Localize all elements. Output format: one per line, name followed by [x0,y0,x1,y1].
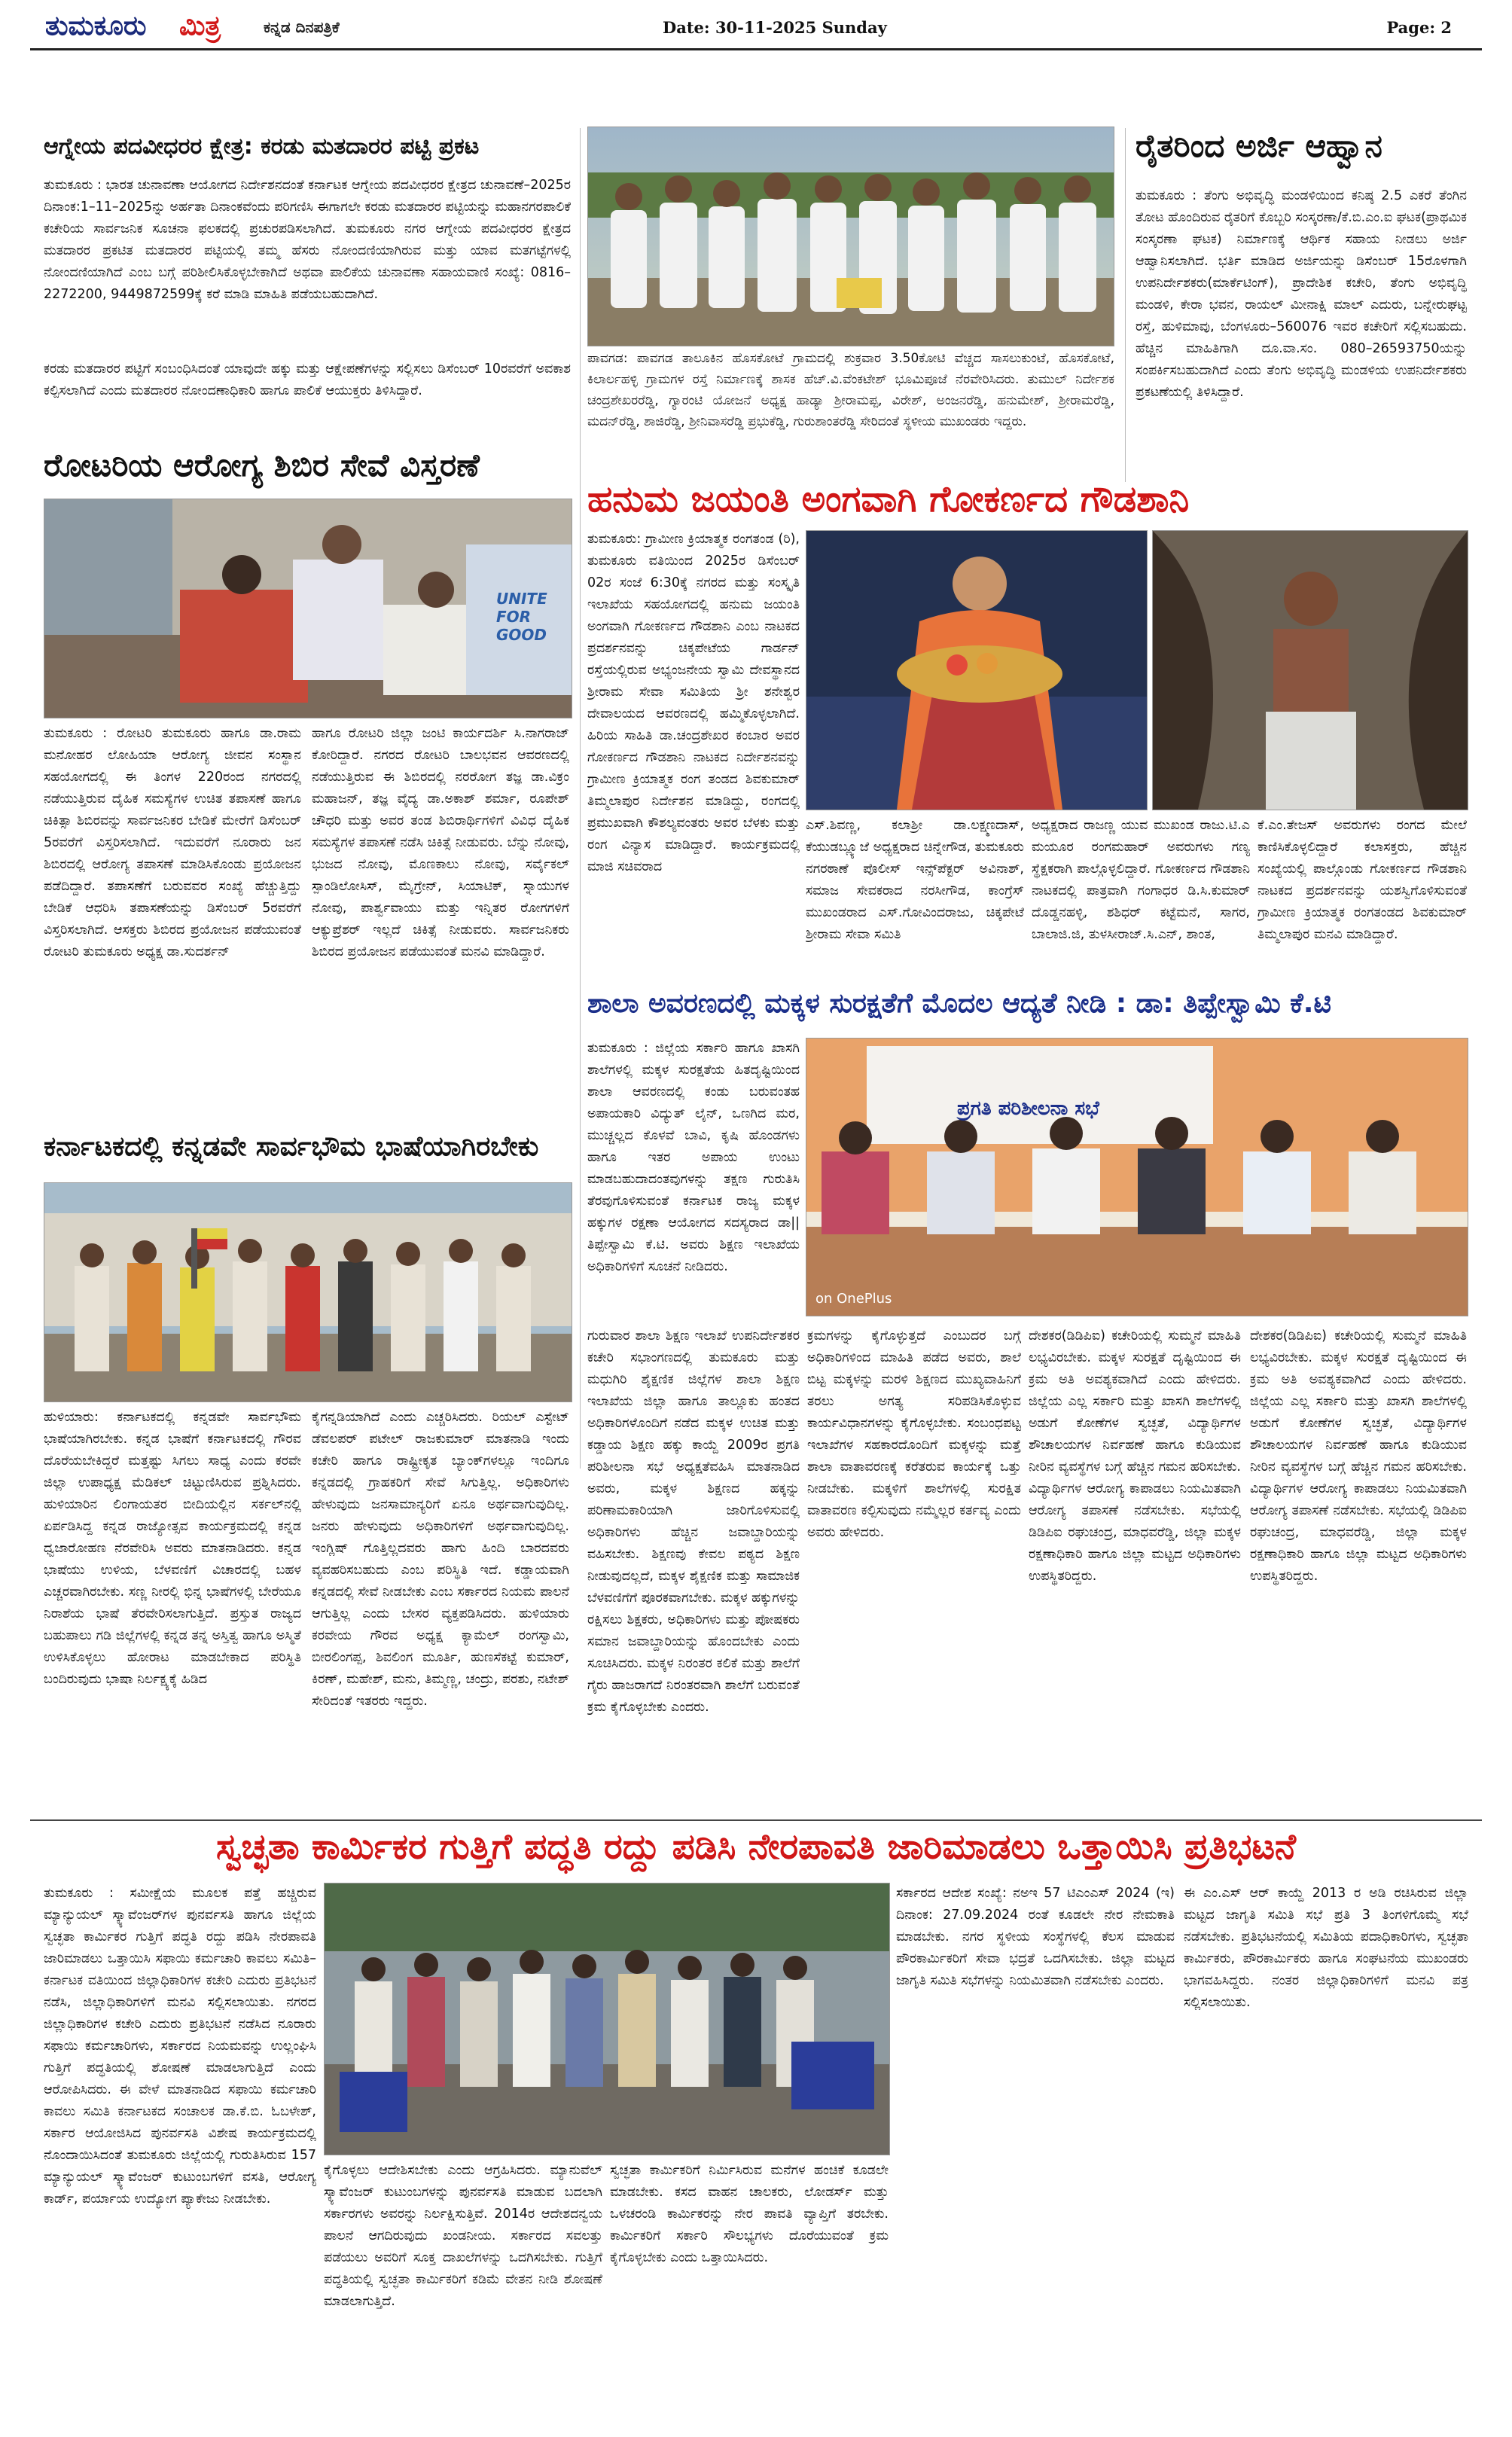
article7-body-col2: ಕ್ರಮಗಳನ್ನು ಕೈಗೊಳ್ಳುತ್ತದೆ ಎಂಬುದರ ಬಗ್ಗೆ ಅಧಿಕಾರಿಗಳಿಂದ ಮಾಹಿತಿ ಪಡೆದ ಅವರು, ಶಾಲೆ ಬಿಟ್ಟ ಮಕ್ಕಳನ್ನು ಮರಳಿ ಶಿಕ್ಷಣದ ಮುಖ್ಯವಾಹಿನಿಗೆ ತರಲು ಅಗತ್ಯ ಸರಿಪಡಿಸಿಕೊಳ್ಳುವ ಕಾರ್ಯವಿಧಾನಗಳನ್ನು ಕೈಗೊಳ್ಳಬೇಕು. ಸಂಬಂಧಪಟ್ಟ ಇಲಾಖೆಗಳ ಸಹಕಾರದೊಂದಿಗೆ ಮಕ್ಕಳನ್ನು ಮತ್ತೆ ಶಾಲಾ ವಾತಾವರಣಕ್ಕೆ ಕರೆತರುವ ಕಾರ್ಯಕ್ಕೆ ಒತ್ತು ನೀಡಬೇಕು. ಮಕ್ಕಳಿಗೆ ಶಾಲೆಗಳಲ್ಲಿ ಸುರಕ್ಷಿತ ವಾತಾವರಣ ಕಲ್ಪಿಸುವುದು ನಮ್ಮೆಲ್ಲರ ಕರ್ತವ್ಯ ಎಂದು ಅವರು ಹೇಳಿದರು. [807,1328,1021,1540]
article8-photo-protest [324,1883,890,2155]
article7-photo-banner-text: ಪ್ರಗತಿ ಪರಿಶೀಲನಾ ಸಭೆ [957,1097,1099,1120]
article1-body-p2: ಕರಡು ಮತದಾರರ ಪಟ್ಟಿಗೆ ಸಂಬಂಧಿಸಿದಂತೆ ಯಾವುದೇ ಹಕ್ಕು ಮತ್ತು ಆಕ್ಷೇಪಣೆಗಳನ್ನು ಸಲ್ಲಿಸಲು ಡಿಸೆಂಬರ್ 10ರವರೆಗೆ ಅವಕಾಶ ಕಲ್ಪಿಸಲಾಗಿದೆ ಎಂದು ಮತದಾರರ ನೋಂದಣಾಧಿಕಾರಿ ಹಾಗೂ ಪಾಲಿಕೆ ಆಯುಕ್ತರು ತಿಳಿಸಿದ್ದಾರೆ. [44,361,571,398]
article4-photo-health-camp [44,499,572,718]
article5-body-col-c: ಕೆ.ಎಂ.ತೇಜಸ್ ಅವರುಗಳು ರಂಗದ ಮೇಲೆ ಕಾಣಿಸಿಕೊಳ್ಳಲಿದ್ದಾರೆ ಕಲಾಸಕ್ತರು, ಹೆಚ್ಚಿನ ಸಂಖ್ಯೆಯಲ್ಲಿ ಪಾಲ್ಗೊಂಡು ಗೋಕರ್ಣದ ಗೌಡಶಾನಿ ನಾಟಕದ ಪ್ರದರ್ಶನವನ್ನು ಯಶಸ್ವಿಗೊಳಿಸುವಂತೆ ಗ್ರಾಮೀಣ ಕ್ರಿಯಾತ್ಮಕ ರಂಗತಂಡದ ಶಿವಕುಮಾರ್ ತಿಮ್ಮಲಾಪುರ ಮನವಿ ಮಾಡಿದ್ದಾರೆ. [1257,818,1467,942]
article6-body-col2: ಕೈಗನ್ನಡಿಯಾಗಿದೆ ಎಂದು ಎಚ್ಚರಿಸಿದರು. ರಿಯಲ್ ಎಸ್ಟೇಟ್ ಡೆವಲಪರ್ ಪಟೇಲ್ ರಾಜಕುಮಾರ್ ಮಾತನಾಡಿ ಇಂದು ಕಚೇರಿ ಹಾಗೂ ರಾಷ್ಟ್ರೀಕೃತ ಬ್ಯಾಂಕ್‌ಗಳಲ್ಲೂ ಇಂದಿಗೂ ಕನ್ನಡದಲ್ಲಿ ಗ್ರಾಹಕರಿಗೆ ಸೇವೆ ಸಿಗುತ್ತಿಲ್ಲ. ಅಧಿಕಾರಿಗಳು ಹೇಳುವುದು ಜನಸಾಮಾನ್ಯರಿಗೆ ಏನೂ ಅರ್ಥವಾಗುವುದಿಲ್ಲ. ಜನರು ಹೇಳುವುದು ಅಧಿಕಾರಿಗಳಿಗೆ ಅರ್ಥವಾಗುವುದಿಲ್ಲ. ಇಂಗ್ಲಿಷ್ ಗೊತ್ತಿಲ್ಲದವರು ಹಾಗು ಹಿಂದಿ ಬಾರದವರು ವ್ಯವಹರಿಸಬಹುದು ಎಂಬ ಪರಿಸ್ಥಿತಿ ಇದೆ. ಕಡ್ಡಾಯವಾಗಿ ಕನ್ನಡದಲ್ಲಿ ಸೇವೆ ನೀಡಬೇಕು ಎಂಬ ಸರ್ಕಾರದ ನಿಯಮ ಪಾಲನೆ ಆಗುತ್ತಿಲ್ಲ ಎಂದು ಬೇಸರ ವ್ಯಕ್ತಪಡಿಸಿದರು. ಹುಳಿಯಾರು ಕರವೇಯ ಗೌರವ ಅಧ್ಯಕ್ಷ ಕ್ಯಾಮೆಲ್ ರಂಗಸ್ವಾಮಿ, ಬೀರಲಿಂಗಪ್ಪ, ಶಿವಲಿಂಗ ಮೂರ್ತಿ, ಹುಣಸೆಕಟ್ಟೆ ಕುಮಾರ್, ಕಿರಣ್, ಮಹೇಶ್, ಮನು, ತಿಮ್ಮಣ್ಣ, ಚಂದ್ರು, ಪರಶು, ನಟೇಶ್ ಸೇರಿದಂತೆ ಇತರರು ಇದ್ದರು. [312,1410,569,1709]
article6-photo-illustration [44,1183,572,1402]
article5-body-col-b: ಅಧ್ಯಕ್ಷರಾದ ರಾಜಣ್ಣ ಯುವ ಮುಖಂಡ ರಾಜು.ಟಿ.ಎ ಮಯೂರ ರಂಗಮಹಾರ್ ಅವರುಗಳು ಗಣ್ಯ ಸ್ಥೆಕ್ಷಕರಾಗಿ ಪಾಲ್ಗೊಳ್ಳಲಿದ್ದಾರೆ. ಗೋಕರ್ಣದ ಗೌಡಶಾನಿ ನಾಟಕದಲ್ಲಿ ಪಾತ್ರವಾಗಿ ಗಂಗಾಧರ ಡಿ.ಸಿ.ಕುಮಾರ್ ದೊಡ್ಡನಹಳ್ಳಿ, ಶಶಿಧರ್ ಕಟ್ಟೆಮನೆ, ಸಾಗರ, ಬಾಲಾಜಿ.ಜಿ, ತುಳಸೀರಾಜ್.ಸಿ.ಎನ್, ಶಾಂತ, [1032,818,1250,942]
article5-body-left: ತುಮಕೂರು: ಗ್ರಾಮೀಣ ಕ್ರಿಯಾತ್ಮಕ ರಂಗತಂಡ (ರಿ), ತುಮಕೂರು ವತಿಯಿಂದ 2025ರ ಡಿಸೆಂಬರ್ 02ರ ಸಂಜೆ 6:30ಕ್ಕೆ ನಗರದ ಮತ್ತು ಸಂಸ್ಕೃತಿ ಇಲಾಖೆಯ ಸಹಯೋಗದಲ್ಲಿ ಹನುಮ ಜಯಂತಿ ಅಂಗವಾಗಿ ಗೋಕರ್ಣದ ಗೌಡಶಾನಿ ಎಂಬ ನಾಟಕದ ಪ್ರದರ್ಶನವನ್ನು ಚಿಕ್ಕಪೇಟೆಯ ಗಾರ್ಡನ್ ರಸ್ತೆಯಲ್ಲಿರುವ ಅಭ್ಯಂಜನೇಯ ಸ್ವಾಮಿ ದೇವಸ್ಥಾನದ ಶ್ರೀರಾಮ ಸೇವಾ ಸಮಿತಿಯ ಶ್ರೀ ಶನೇಶ್ವರ ದೇವಾಲಯದ ಆವರಣದಲ್ಲಿ ಹಮ್ಮಿಕೊಳ್ಳಲಾಗಿದೆ. ಹಿರಿಯ ಸಾಹಿತಿ ಡಾ.ಚಂದ್ರಶೇಖರ ಕಂಬಾರ ಅವರ ಗೋಕರ್ಣದ ಗೌಡಶಾನಿ ನಾಟಕದ ನಿರ್ದೇಶನವನ್ನು ಗ್ರಾಮೀಣ ಕ್ರಿಯಾತ್ಮಕ ರಂಗ ತಂಡದ ಶಿವಕುಮಾರ್ ತಿಮ್ಮಲಾಪುರ ನಿರ್ದೇಶನ ಮಾಡಿದ್ದು, ರಂಗದಲ್ಲಿ ಪ್ರಮುಖವಾಗಿ ಕೌಶಲ್ಯವಂತರು ಅವರ ಬೆಳಕು ಮತ್ತು ರಂಗ ವಿನ್ಯಾಸ ಮಾಡಿದ್ದಾರೆ. ಕಾರ್ಯಕ್ರಮದಲ್ಲಿ ಮಾಜಿ ಸಚಿವರಾದ [587,532,800,874]
article8-body-col2: ಕೈಗೊಳ್ಳಲು ಆದೇಶಿಸಬೇಕು ಎಂದು ಆಗ್ರಹಿಸಿದರು. ಮ್ಯಾನುವೆಲ್ ಸ್ಕ್ಯಾವೆಂಜರ್ ಕುಟುಂಬಗಳನ್ನು ಪುನರ್ವಸತಿ ಮಾಡುವ ಬದಲಾಗಿ ಸರ್ಕಾರಗಳು ಅವರನ್ನು ನಿರ್ಲಕ್ಷಿಸುತ್ತಿವೆ. 2014ರ ಆದೇಶದನ್ವಯ ಪಾಲನೆ ಆಗದಿರುವುದು ಖಂಡನೀಯ. ಸರ್ಕಾರದ ಸವಲತ್ತು ಪಡೆಯಲು ಅವರಿಗೆ ಸೂಕ್ತ ದಾಖಲೆಗಳನ್ನು ಒದಗಿಸಬೇಕು. ಗುತ್ತಿಗೆ ಪದ್ಧತಿಯಲ್ಲಿ ಸ್ವಚ್ಛತಾ ಕಾರ್ಮಿಕರಿಗೆ ಕಡಿಮೆ ವೇತನ ನೀಡಿ ಶೋಷಣೆ ಮಾಡಲಾಗುತ್ತಿದೆ. [324,2163,602,2309]
article1-headline: ಆಗ್ನೇಯ ಪದವೀಧರರ ಕ್ಷೇತ್ರ: ಕರಡು ಮತದಾರರ ಪಟ್ಟಿ ಪ್ರಕಟ [44,133,480,160]
article2-photo-illustration [588,127,1114,346]
masthead-date: Date: 30-11-2025 Sunday [663,18,887,37]
article4-photo-banner-text: UNITE FOR GOOD [496,590,547,644]
divider [580,482,581,1469]
article7-body-col3-tail: ದೇಶಕರ(ಡಿಡಿಪಿಐ) ಕಚೇರಿಯಲ್ಲಿ ಸುಮ್ಮನೆ ಮಾಹಿತಿ ಲಭ್ಯವಿರಬೇಕು. ಮಕ್ಕಳ ಸುರಕ್ಷತೆ ದೃಷ್ಟಿಯಿಂದ ಈ ಕ್ರಮ ಅತಿ ಅವಶ್ಯಕವಾಗಿದೆ ಎಂದು ಹೇಳಿದರು. ಜಿಲ್ಲೆಯ ಎಲ್ಲ ಸರ್ಕಾರಿ ಮತ್ತು ಖಾಸಗಿ ಶಾಲೆಗಳಲ್ಲಿ ಅಡುಗೆ ಕೋಣೆಗಳ ಸ್ವಚ್ಛತೆ, ವಿದ್ಯಾರ್ಥಿಗಳ ಶೌಚಾಲಯಗಳ ನಿರ್ವಹಣೆ ಹಾಗೂ ಕುಡಿಯುವ ನೀರಿನ ವ್ಯವಸ್ಥೆಗಳ ಬಗ್ಗೆ ಹೆಚ್ಚಿನ ಗಮನ ಹರಿಸಬೇಕು. ವಿದ್ಯಾರ್ಥಿಗಳ ಆರೋಗ್ಯ ಕಾಪಾಡಲು ನಿಯಮಿತವಾಗಿ ಆರೋಗ್ಯ ತಪಾಸಣೆ ನಡೆಸಬೇಕು. ಸಭೆಯಲ್ಲಿ ಡಿಡಿಪಿಐ ರಘುಚಂದ್ರ, ಮಾಧವರೆಡ್ಡಿ, ಜಿಲ್ಲಾ ಮಕ್ಕಳ ರಕ್ಷಣಾಧಿಕಾರಿ ಹಾಗೂ ಜಿಲ್ಲಾ ಮಟ್ಟದ ಅಧಿಕಾರಿಗಳು ಉಪಸ್ಥಿತರಿದ್ದರು. [1250,1328,1467,1584]
masthead-logo-tumakuru: ತುಮಕೂರು [45,11,147,41]
article4-headline: ರೋಟರಿಯ ಆರೋಗ್ಯ ಶಿಬಿರ ಸೇವೆ ವಿಸ್ತರಣೆ [44,447,480,483]
article7-body-col1: ಗುರುವಾರ ಶಾಲಾ ಶಿಕ್ಷಣ ಇಲಾಖೆ ಉಪನಿರ್ದೇಶಕರ ಕಚೇರಿ ಸಭಾಂಗಣದಲ್ಲಿ ತುಮಕೂರು ಮತ್ತು ಮಧುಗಿರಿ ಶೈಕ್ಷಣಿಕ ಜಿಲ್ಲೆಗಳ ಶಾಲಾ ಶಿಕ್ಷಣ ಇಲಾಖೆಯ ಜಿಲ್ಲಾ ಹಾಗೂ ತಾಲ್ಲೂಕು ಹಂತದ ಅಧಿಕಾರಿಗಳೊಂದಿಗೆ ನಡೆದ ಮಕ್ಕಳ ಉಚಿತ ಮತ್ತು ಕಡ್ಡಾಯ ಶಿಕ್ಷಣ ಹಕ್ಕು ಕಾಯ್ದೆ 2009ರ ಪ್ರಗತಿ ಪರಿಶೀಲನಾ ಸಭೆ ಅಧ್ಯಕ್ಷತೆವಹಿಸಿ ಮಾತನಾಡಿದ ಅವರು, ಮಕ್ಕಳ ಶಿಕ್ಷಣದ ಹಕ್ಕನ್ನು ಪರಿಣಾಮಕಾರಿಯಾಗಿ ಜಾರಿಗೊಳಿಸುವಲ್ಲಿ ಅಧಿಕಾರಿಗಳು ಹೆಚ್ಚಿನ ಜವಾಬ್ದಾರಿಯನ್ನು ವಹಿಸಬೇಕು. ಶಿಕ್ಷಣವು ಕೇವಲ ಪಠ್ಯದ ಶಿಕ್ಷಣ ನೀಡುವುದಲ್ಲದೆ, ಮಕ್ಕಳ ಶೈಕ್ಷಣಿಕ ಮತ್ತು ಸಾಮಾಜಿಕ ಬೆಳವಣಿಗೆಗೆ ಪೂರಕವಾಗಬೇಕು. ಮಕ್ಕಳ ಹಕ್ಕುಗಳನ್ನು ರಕ್ಷಿಸಲು ಶಿಕ್ಷಕರು, ಅಧಿಕಾರಿಗಳು ಮತ್ತು ಪೋಷಕರು ಸಮಾನ ಜವಾಬ್ದಾರಿಯನ್ನು ಹೊಂದಬೇಕು ಎಂದು ಸೂಚಿಸಿದರು. ಮಕ್ಕಳ ನಿರಂತರ ಕಲಿಕೆ ಮತ್ತು ಶಾಲೆಗೆ ಗೈರು ಹಾಜರಾಗದೆ ನಿರಂತರವಾಗಿ ಶಾಲೆಗೆ ಬರುವಂತೆ ಕ್ರಮ ಕೈಗೊಳ್ಳಬೇಕು ಎಂದರು. [587,1328,800,1715]
article7-body-col3: ದೇಶಕರ(ಡಿಡಿಪಿಐ) ಕಚೇರಿಯಲ್ಲಿ ಸುಮ್ಮನೆ ಮಾಹಿತಿ ಲಭ್ಯವಿರಬೇಕು. ಮಕ್ಕಳ ಸುರಕ್ಷತೆ ದೃಷ್ಟಿಯಿಂದ ಈ ಕ್ರಮ ಅತಿ ಅವಶ್ಯಕವಾಗಿದೆ ಎಂದು ಹೇಳಿದರು. ಜಿಲ್ಲೆಯ ಎಲ್ಲ ಸರ್ಕಾರಿ ಮತ್ತು ಖಾಸಗಿ ಶಾಲೆಗಳಲ್ಲಿ ಅಡುಗೆ ಕೋಣೆಗಳ ಸ್ವಚ್ಛತೆ, ವಿದ್ಯಾರ್ಥಿಗಳ ಶೌಚಾಲಯಗಳ ನಿರ್ವಹಣೆ ಹಾಗೂ ಕುಡಿಯುವ ನೀರಿನ ವ್ಯವಸ್ಥೆಗಳ ಬಗ್ಗೆ ಹೆಚ್ಚಿನ ಗಮನ ಹರಿಸಬೇಕು. ವಿದ್ಯಾರ್ಥಿಗಳ ಆರೋಗ್ಯ ಕಾಪಾಡಲು ನಿಯಮಿತವಾಗಿ ಆರೋಗ್ಯ ತಪಾಸಣೆ ನಡೆಸಬೇಕು. ಸಭೆಯಲ್ಲಿ ಡಿಡಿಪಿಐ ರಘುಚಂದ್ರ, ಮಾಧವರೆಡ್ಡಿ, ಜಿಲ್ಲಾ ಮಕ್ಕಳ ರಕ್ಷಣಾಧಿಕಾರಿ ಹಾಗೂ ಜಿಲ್ಲಾ ಮಟ್ಟದ ಅಧಿಕಾರಿಗಳು ಉಪಸ್ಥಿತರಿದ್ದರು. [1029,1328,1241,1584]
article7-photo-illustration [806,1039,1468,1316]
article6-photo-rajyotsava [44,1182,572,1402]
article8-headline: ಸ್ವಚ್ಛತಾ ಕಾರ್ಮಿಕರ ಗುತ್ತಿಗೆ ಪದ್ಧತಿ ರದ್ದು ಪಡಿಸಿ ನೇರಪಾವತಿ ಜಾರಿಮಾಡಲು ಒತ್ತಾಯಿಸಿ ಪ್ರತಿಭಟನೆ [215,1826,1297,1868]
masthead-page: Page: 2 [1386,18,1452,37]
article8-body-col5: ಈ ಎಂ.ಎಸ್ ಆರ್ ಕಾಯ್ದೆ 2013 ರ ಅಡಿ ರಚಿಸಿರುವ ಜಿಲ್ಲಾ ಮಟ್ಟದ ಜಾಗೃತಿ ಸಮಿತಿ ಸಭೆ ಪ್ರತಿ 3 ತಿಂಗಳಿಗೊಮ್ಮೆ ಸಭೆ ನಡೆಸಬೇಕು. ಪ್ರತಿಭಟನೆಯಲ್ಲಿ ಸಮಿತಿಯ ಪದಾಧಿಕಾರಿಗಳು, ಸ್ವಚ್ಛತಾ ಕಾರ್ಮಿಕರು, ಪೌರಕಾರ್ಮಿಕರು ಹಾಗೂ ಸಂಘಟನೆಯ ಮುಖಂಡರು ಭಾಗವಹಿಸಿದ್ದರು. ನಂತರ ಜಿಲ್ಲಾಧಿಕಾರಿಗಳಿಗೆ ಮನವಿ ಪತ್ರ ಸಲ್ಲಿಸಲಾಯಿತು. [1184,1886,1468,2010]
article7-body-col4-continued [1250,1325,1467,1813]
article7-intro: ತುಮಕೂರು : ಜಿಲ್ಲೆಯ ಸರ್ಕಾರಿ ಹಾಗೂ ಖಾಸಗಿ ಶಾಲೆಗಳಲ್ಲಿ ಮಕ್ಕಳ ಸುರಕ್ಷತೆಯ ಹಿತದೃಷ್ಟಿಯಿಂದ ಶಾಲಾ ಆವರಣದಲ್ಲಿ ಕಂಡು ಬರುವಂತಹ ಅಪಾಯಕಾರಿ ವಿದ್ಯುತ್ ಲೈನ್, ಒಣಗಿದ ಮರ, ಮುಚ್ಚಲ್ಲದ ಕೊಳವೆ ಬಾವಿ, ಕೃಷಿ ಹೊಂಡಗಳು ಹಾಗೂ ಇತರ ಅಪಾಯ ಉಂಟು ಮಾಡಬಹುದಾದಂತವುಗಳನ್ನು ತಕ್ಷಣ ಗುರುತಿಸಿ ತೆರವುಗೊಳಿಸುವಂತೆ ಕರ್ನಾಟಕ ರಾಜ್ಯ ಮಕ್ಕಳ ಹಕ್ಕುಗಳ ರಕ್ಷಣಾ ಆಯೋಗದ ಸದಸ್ಯರಾದ ಡಾ|| ತಿಪ್ಪೇಸ್ವಾಮಿ ಕೆ.ಟಿ. ಅವರು ಶಿಕ್ಷಣ ಇಲಾಖೆಯ ಅಧಿಕಾರಿಗಳಿಗೆ ಸೂಚನೆ ನೀಡಿದರು. [587,1041,800,1274]
article3-body: ತುಮಕೂರು : ತೆಂಗು ಅಭಿವೃದ್ಧಿ ಮಂಡಳಿಯಿಂದ ಕನಿಷ್ಠ 2.5 ಎಕರೆ ತೆಂಗಿನ ತೋಟ ಹೊಂದಿರುವ ರೈತರಿಗೆ ಕೊಬ್ಬರಿ ಸಂಸ್ಕರಣಾ/ಕೆ.ಬಿ.ಎಂ.ಐ ಘಟಕ(ಪ್ರಾಥಮಿಕ ಸಂಸ್ಕರಣಾ ಘಟಕ) ನಿರ್ಮಾಣಕ್ಕೆ ಆರ್ಥಿಕ ಸಹಾಯ ನೀಡಲು ಅರ್ಜಿ ಆಹ್ವಾನಿಸಲಾಗಿದೆ. ಭರ್ತಿ ಮಾಡಿದ ಅರ್ಜಿಯನ್ನು ಡಿಸೆಂಬರ್ 15ರೊಳಗಾಗಿ ಉಪನಿರ್ದೇಶಕರು(ಮಾರ್ಕೆಟಿಂಗ್), ಪ್ರಾದೇಶಿಕ ಕಚೇರಿ, ತೆಂಗು ಅಭಿವೃದ್ಧಿ ಮಂಡಳಿ, ಕೇರಾ ಭವನ, ರಾಯಲ್ ಮೀನಾಕ್ಷಿ ಮಾಲ್ ಎದುರು, ಬನ್ನೇರುಘಟ್ಟ ರಸ್ತೆ, ಹುಳಿಮಾವು, ಬೆಂಗಳೂರು–560076 ಇವರ ಕಚೇರಿಗೆ ಸಲ್ಲಿಸಬಹುದು. ಹೆಚ್ಚಿನ ಮಾಹಿತಿಗಾಗಿ ದೂ.ವಾ.ಸಂ. 080–26593750ಯನ್ನು ಸಂಪರ್ಕಿಸಬಹುದಾಗಿದೆ ಎಂದು ತೆಂಗು ಅಭಿವೃದ್ಧಿ ಮಂಡಳಿಯ ಉಪನಿರ್ದೇಶಕರು ಪ್ರಕಟಣೆಯಲ್ಲಿ ತಿಳಿಸಿದ್ದಾರೆ. [1136,188,1467,400]
article8-body-col1: ತುಮಕೂರು : ಸಮೀಕ್ಷೆಯ ಮೂಲಕ ಪತ್ತೆ ಹಚ್ಚಿರುವ ಮ್ಯಾನ್ಯುಯಲ್ ಸ್ಕ್ಯಾವೆಂಜರ್‌ಗಳ ಪುನರ್ವಸತಿ ಹಾಗೂ ಜಿಲ್ಲೆಯ ಸ್ವಚ್ಛತಾ ಕಾರ್ಮಿಕರ ಗುತ್ತಿಗೆ ಪದ್ಧತಿ ರದ್ದು ಪಡಿಸಿ ನೇರಪಾವತಿ ಜಾರಿಮಾಡಲು ಒತ್ತಾಯಿಸಿ ಸಫಾಯಿ ಕರ್ಮಚಾರಿ ಕಾವಲು ಸಮಿತಿ–ಕರ್ನಾಟಕ ವತಿಯಿಂದ ಜಿಲ್ಲಾಧಿಕಾರಿಗಳ ಕಚೇರಿ ಎದುರು ಪ್ರತಿಭಟನೆ ನಡೆಸಿ, ಜಿಲ್ಲಾಧಿಕಾರಿಗಳಿಗೆ ಮನವಿ ಸಲ್ಲಿಸಲಾಯಿತು. ನಗರದ ಜಿಲ್ಲಾಧಿಕಾರಿಗಳ ಕಚೇರಿ ಎದುರು ಪ್ರತಿಭಟನೆ ನಡೆಸಿದ ನೂರಾರು ಸಫಾಯಿ ಕರ್ಮಚಾರಿಗಳು, ಸರ್ಕಾರದ ನಿಯಮವನ್ನು ಉಲ್ಲಂಘಿಸಿ ಗುತ್ತಿಗೆ ಪದ್ಧತಿಯಲ್ಲಿ ಶೋಷಣೆ ಮಾಡಲಾಗುತ್ತಿದೆ ಎಂದು ಆರೋಪಿಸಿದರು. ಈ ವೇಳೆ ಮಾತನಾಡಿದ ಸಫಾಯಿ ಕರ್ಮಚಾರಿ ಕಾವಲು ಸಮಿತಿ ಕರ್ನಾಟಕದ ಸಂಚಾಲಕ ಡಾ.ಕೆ.ಬಿ. ಓಬಳೇಶ್, ಸರ್ಕಾರ ಆಯೋಜಿಸಿದ ಪುನರ್ವಸತಿ ವಿಶೇಷ ಕಾರ್ಯಕ್ರಮದಲ್ಲಿ ನೊಂದಾಯಿಸಿದಂತೆ ತುಮಕೂರು ಜಿಲ್ಲೆಯಲ್ಲಿ ಗುರುತಿಸಿರುವ 157 ಮ್ಯಾನ್ಯುಯಲ್ ಸ್ಕ್ಯಾವೆಂಜರ್ ಕುಟುಂಬಗಳಿಗೆ ವಸತಿ, ಆರೋಗ್ಯ ಕಾರ್ಡ್, ಪರ್ಯಾಯ ಉದ್ಯೋಗ ಪ್ಯಾಕೇಜು ನೀಡಬೇಕು. [44,1886,316,2207]
article3-headline: ರೈತರಿಂದ ಅರ್ಜಿ ಆಹ್ವಾನ [1136,127,1382,164]
article1-body-p1: ತುಮಕೂರು : ಭಾರತ ಚುನಾವಣಾ ಆಯೋಗದ ನಿರ್ದೇಶನದಂತೆ ಕರ್ನಾಟಕ ಆಗ್ನೇಯ ಪದವೀಧರರ ಕ್ಷೇತ್ರದ ಚುನಾವಣೆ–2025ರ ದಿನಾಂಕ:1–11–2025ನ್ನು ಅರ್ಹತಾ ದಿನಾಂಕವೆಂದು ಪರಿಗಣಿಸಿ ಈಗಾಗಲೇ ಕರಡು ಮತದಾರರ ಪಟ್ಟಿಯನ್ನು ಮಹಾನಗರಪಾಲಿಕೆ ಕಚೇರಿಯ ಸಾರ್ವಜನಿಕ ಸೂಚನಾ ಫಲಕದಲ್ಲಿ ಪ್ರಚುರಪಡಿಸಲಾಗಿದೆ. ತುಮಕೂರು ನಗರ ಆಗ್ನೇಯ ಪದವೀಧರರ ಕ್ಷೇತ್ರದ ಮತದಾರರ ಪ್ರಕಟಿತ ಮತದಾರರ ಪಟ್ಟಿಯಲ್ಲಿ ತಮ್ಮ ಹೆಸರು ನೋಂದಣಿಯಾಗಿರುವ ಮತ್ತು ಯಾವ ಮತಗಟ್ಟೆಗಳಲ್ಲಿ ನೋಂದಣಿಯಾಗಿದೆ ಎಂಬ ಬಗ್ಗೆ ಪರಿಶೀಲಿಸಿಕೊಳ್ಳಬೇಕಾಗಿದೆ ಅಥವಾ ಪಾಲಿಕೆಯ ಚುನಾವಣಾ ಸಹಾಯವಾಣಿ ಸಂಖ್ಯೆ: 0816–2272200, 9449872599ಕ್ಕೆ ಕರೆ ಮಾಡಿ ಮಾಹಿತಿ ಪಡೆಯಬಹುದಾಗಿದೆ. [44,178,571,302]
article5-photo-illustration-2 [1153,531,1468,810]
article4-body-col1: ತುಮಕೂರು : ರೋಟರಿ ತುಮಕೂರು ಹಾಗೂ ಡಾ.ರಾಮ ಮನೋಹರ ಲೋಹಿಯಾ ಆರೋಗ್ಯ ಜೀವನ ಸಂಸ್ಥಾನ ಸಹಯೋಗದಲ್ಲಿ ಈ ತಿಂಗಳ 220ರಂದ ನಗರದಲ್ಲಿ ನಡೆಯುತ್ತಿರುವ ದೈಹಿಕ ಸಮಸ್ಯೆಗಳ ಉಚಿತ ತಪಾಸಣೆ ಹಾಗೂ ಚಿಕಿತ್ಸಾ ಶಿಬಿರವನ್ನು ಸಾರ್ವಜನಿಕರ ಬೇಡಿಕೆ ಮೇರೆಗೆ ಡಿಸೆಂಬರ್ 5ರವರೆಗೆ ವಿಸ್ತರಿಸಲಾಗಿದೆ. ಇದುವರೆಗೆ ನೂರಾರು ಜನ ಶಿಬಿರದಲ್ಲಿ ಆರೋಗ್ಯ ತಪಾಸಣೆ ಮಾಡಿಸಿಕೊಂಡು ಪ್ರಯೋಜನ ಪಡೆದಿದ್ದಾರೆ. ತಪಾಸಣೆಗೆ ಬರುವವರ ಸಂಖ್ಯೆ ಹೆಚ್ಚುತ್ತಿದ್ದು ಬೇಡಿಕೆ ಆಧರಿಸಿ ತಪಾಸಣೆಯನ್ನು ಡಿಸೆಂಬರ್ 5ರವರೆಗೆ ವಿಸ್ತರಿಸಲಾಗಿದೆ. ಆಸಕ್ತರು ಶಿಬಿರದ ಪ್ರಯೋಜನ ಪಡೆಯುವಂತೆ ರೋಟರಿ ತುಮಕೂರು ಅಧ್ಯಕ್ಷ ಡಾ.ಸುದರ್ಶನ್ [44,726,301,959]
article8-body-col3: ಸ್ವಚ್ಛತಾ ಕಾರ್ಮಿಕರಿಗೆ ನಿರ್ಮಿಸಿರುವ ಮನೆಗಳ ಹಂಚಿಕೆ ಕೂಡಲೇ ಮಾಡಬೇಕು. ಕಸದ ವಾಹನ ಚಾಲಕರು, ಲೋಡರ್ಸ್ ಮತ್ತು ಒಳಚರಂಡಿ ಕಾರ್ಮಿಕರನ್ನು ನೇರ ಪಾವತಿ ವ್ಯಾಪ್ತಿಗೆ ತರಬೇಕು. ಕಾರ್ಮಿಕರಿಗೆ ಸರ್ಕಾರಿ ಸೌಲಭ್ಯಗಳು ದೊರೆಯುವಂತೆ ಕ್ರಮ ಕೈಗೊಳ್ಳಬೇಕು ಎಂದು ಒತ್ತಾಯಿಸಿದರು. [610,2163,889,2265]
article8-body-col4: ಸರ್ಕಾರದ ಆದೇಶ ಸಂಖ್ಯೆ: ನಅಇ 57 ಟಿಎಂಎಸ್ 2024 (ಇ) ದಿನಾಂಕ: 27.09.2024 ರಂತೆ ಕೂಡಲೇ ನೇರ ನೇಮಕಾತಿ ಮಾಡಬೇಕು. ನಗರ ಸ್ಥಳೀಯ ಸಂಸ್ಥೆಗಳಲ್ಲಿ ಕೆಲಸ ಮಾಡುವ ಪೌರಕಾರ್ಮಿಕರಿಗೆ ಸೇವಾ ಭದ್ರತೆ ಒದಗಿಸಬೇಕು. ಜಿಲ್ಲಾ ಮಟ್ಟದ ಜಾಗೃತಿ ಸಮಿತಿ ಸಭೆಗಳನ್ನು ನಿಯಮಿತವಾಗಿ ನಡೆಸಬೇಕು ಎಂದರು. [896,1886,1175,1988]
article6-headline: ಕರ್ನಾಟಕದಲ್ಲಿ ಕನ್ನಡವೇ ಸಾರ್ವಭೌಮ ಭಾಷೆಯಾಗಿರಬೇಕು [44,1131,539,1162]
article2-photo-road-groundbreaking [587,127,1114,346]
masthead-subtitle: ಕನ್ನಡ ದಿನಪತ್ರಿಕೆ [264,18,340,36]
article7-photo-review-meeting [806,1038,1468,1316]
article4-photo-illustration [44,499,572,718]
masthead [30,11,1482,47]
article6-body-col1: ಹುಳಿಯಾರು: ಕರ್ನಾಟಕದಲ್ಲಿ ಕನ್ನಡವೇ ಸಾರ್ವಭೌಮ ಭಾಷೆಯಾಗಿರಬೇಕು. ಕನ್ನಡ ಭಾಷೆಗೆ ಕರ್ನಾಟಕದಲ್ಲಿ ಗೌರವ ದೊರೆಯಬೇಕಿದ್ದರೆ ಮತ್ತಷ್ಟು ಸಿಗಲು ಸಾಧ್ಯ ಎಂದು ಕರವೇ ಜಿಲ್ಲಾ ಉಪಾಧ್ಯಕ್ಷ ಮೆಡಿಕಲ್ ಚಿಟ್ಟುಣಿಸಿರುವ ಪ್ರಶ್ನಿಸಿದರು. ಹುಳಿಯಾರಿನ ಲಿಂಗಾಯತರ ಬೀದಿಯಲ್ಲಿನ ಸರ್ಕಲ್‌ನಲ್ಲಿ ಏರ್ಪಡಿಸಿದ್ದ ಕನ್ನಡ ರಾಜ್ಯೋತ್ಸವ ಕಾರ್ಯಕ್ರಮದಲ್ಲಿ ಕನ್ನಡ ಧ್ವಜಾರೋಹಣ ನೆರವೇರಿಸಿ ಅವರು ಮಾತನಾಡಿದರು. ಕನ್ನಡ ಭಾಷೆಯು ಉಳಿಯ, ಬೆಳವಣಿಗೆ ವಿಚಾರದಲ್ಲಿ ಬಹಳ ಎಚ್ಚರವಾಗಿರಬೇಕು. ಸಣ್ಣ ನೀರಲ್ಲಿ ಭಿನ್ನ ಭಾಷೆಗಳಲ್ಲಿ ಬೇರೆಯೂ ನಿರಾಶೆಯ ಭಾಷೆ ತೆರವೇರಿಸಲಾಗುತ್ತಿದೆ. ಪ್ರಸ್ತುತ ರಾಜ್ಯದ ಬಹುಪಾಲು ಗಡಿ ಜಿಲ್ಲೆಗಳಲ್ಲಿ ಕನ್ನಡ ತನ್ನ ಅಸ್ತಿತ್ವ ಹಾಗೂ ಅಸ್ಮಿತೆ ಉಳಿಸಿಕೊಳ್ಳಲು ಹೋರಾಟ ಮಾಡಬೇಕಾದ ಪರಿಸ್ಥಿತಿ ಬಂದಿರುವುದು ಭಾಷಾ ನಿರ್ಲಕ್ಷ್ಯಕ್ಕೆ ಹಿಡಿದ [44,1410,301,1687]
section-divider [30,1819,1482,1821]
article5-headline: ಹನುಮ ಜಯಂತಿ ಅಂಗವಾಗಿ ಗೋಕರ್ಣದ ಗೌಡಶಾನಿ [587,478,1190,520]
article2-caption: ಪಾವಗಡ: ಪಾವಗಡ ತಾಲೂಕಿನ ಹೊಸಕೋಟೆ ಗ್ರಾಮದಲ್ಲಿ ಶುಕ್ರವಾರ 3.50ಕೋಟಿ ವೆಚ್ಚದ ಸಾಸಲುಕುಂಟೆ, ಹೊಸಕೋಟೆ, ಕಿಲಾರ್ಲಹಳ್ಳಿ ಗ್ರಾಮಗಳ ರಸ್ತೆ ನಿರ್ಮಾಣಕ್ಕೆ ಶಾಸಕ ಹೆಚ್.ವಿ.ವೆಂಕಟೇಶ್ ಭೂಮಿಪೂಜೆ ನೆರವೇರಿಸಿದರು. ತುಮುಲ್ ನಿರ್ದೇಶಕ ಚಂದ್ರಶೇಖರರೆಡ್ಡಿ, ಗ್ಯಾರಂಟಿ ಯೋಜನೆ ಅಧ್ಯಕ್ಷ ಹಾಡ್ಯಾ ಶ್ರೀರಾಮಪ್ಪ, ವಿರೇಶ್, ಅಂಜನರೆಡ್ಡಿ, ಹನುಮೇಶ್, ಶ್ರೀರಾಮರೆಡ್ಡಿ, ಮದನ್‌ರೆಡ್ಡಿ, ಶಾಜಿರೆಡ್ಡಿ, ಶ್ರೀನಿವಾಸರೆಡ್ಡಿ ಪ್ರಭುಕೆಡ್ಡಿ, ಗುರುಶಾಂತರೆಡ್ಡಿ ಸೇರಿದಂತೆ ಸ್ಥಳೀಯ ಮುಖಂಡರು ಇದ್ದರು. [587,351,1114,429]
article5-photo-drama-actress [806,530,1148,810]
article8-photo-illustration [325,1883,889,2155]
article7-photo-watermark: on OnePlus [815,1291,892,1307]
article5-body-col-a: ಎಸ್.ಶಿವಣ್ಣ, ಕಲಾಶ್ರೀ ಡಾ.ಲಕ್ಷ್ಮಣದಾಸ್, ಕೆಯುಡಬ್ಲ್ಯೂಜೆ ಅಧ್ಯಕ್ಷರಾದ ಚಿನ್ನೇಗೌಡ, ತುಮಕೂರು ನಗರಠಾಣೆ ಪೊಲೀಸ್ ಇನ್ಸ್‌ಪೆಕ್ಟರ್ ಅವಿನಾಶ್, ಸಮಾಜ ಸೇವಕರಾದ ನರಸೀಗೌಡ, ಕಾಂಗ್ರೆಸ್ ಮುಖಂಡರಾದ ಎಸ್.ಗೋವಿಂದರಾಜು, ಚಿಕ್ಕಪೇಟೆ ಶ್ರೀರಾಮ ಸೇವಾ ಸಮಿತಿ [806,818,1024,942]
masthead-rule [30,48,1482,50]
masthead-logo-mitra: ಮಿತ್ರ [179,11,221,41]
divider [1125,128,1126,482]
divider [580,128,581,482]
article5-photo-drama-actor [1152,530,1468,810]
article4-body-col2: ಹಾಗೂ ರೋಟರಿ ಜಿಲ್ಲಾ ಜಂಟಿ ಕಾರ್ಯದರ್ಶಿ ಸಿ.ನಾಗರಾಜ್ ಕೋರಿದ್ದಾರೆ. ನಗರದ ರೋಟರಿ ಬಾಲಭವನ ಆವರಣದಲ್ಲಿ ನಡೆಯುತ್ತಿರುವ ಈ ಶಿಬಿರದಲ್ಲಿ ನರರೋಗ ತಜ್ಞ ಡಾ.ವಿಕ್ರಂ ಮಹಾಜನ್, ತಜ್ಞ ವೈದ್ಯ ಡಾ.ಅಕಾಶ್ ಶರ್ಮಾ, ರೂಪೇಶ್ ಚೌಧರಿ ಮತ್ತು ಅವರ ತಂಡ ಶಿಬಿರಾರ್ಥಿಗಳಿಗೆ ವಿವಿಧ ದೈಹಿಕ ಸಮಸ್ಯೆಗಳ ತಪಾಸಣೆ ನಡೆಸಿ ಚಿಕಿತ್ಸೆ ನೀಡುವರು. ಬೆನ್ನು ನೋವು, ಭುಜದ ನೋವು, ಮೊಣಕಾಲು ನೋವು, ಸರ್ವೈಕಲ್ ಸ್ಪಾಂಡಿಲೋಸಿಸ್, ಮೈಗ್ರೇನ್, ಸಿಯಾಟಿಕ್, ಸ್ನಾಯುಗಳ ನೋವು, ಪಾರ್ಶ್ವವಾಯು ಮತ್ತು ಇನ್ನಿತರ ರೋಗಗಳಿಗೆ ಆಕ್ಯುಪ್ರೆಶರ್ ಇಲ್ಲದೆ ಚಿಕಿತ್ಸೆ ನೀಡುವರು. ಸಾರ್ವಜನಿಕರು ಶಿಬಿರದ ಪ್ರಯೋಜನ ಪಡೆಯುವಂತೆ ಮನವಿ ಮಾಡಿದ್ದಾರೆ. [312,726,569,959]
article7-headline: ಶಾಲಾ ಅವರಣದಲ್ಲಿ ಮಕ್ಕಳ ಸುರಕ್ಷತೆಗೆ ಮೊದಲ ಆದ್ಯತೆ ನೀಡಿ : ಡಾ: ತಿಪ್ಪೇಸ್ವಾಮಿ ಕೆ.ಟಿ [587,988,1331,1019]
article5-photo-illustration-1 [806,531,1147,810]
